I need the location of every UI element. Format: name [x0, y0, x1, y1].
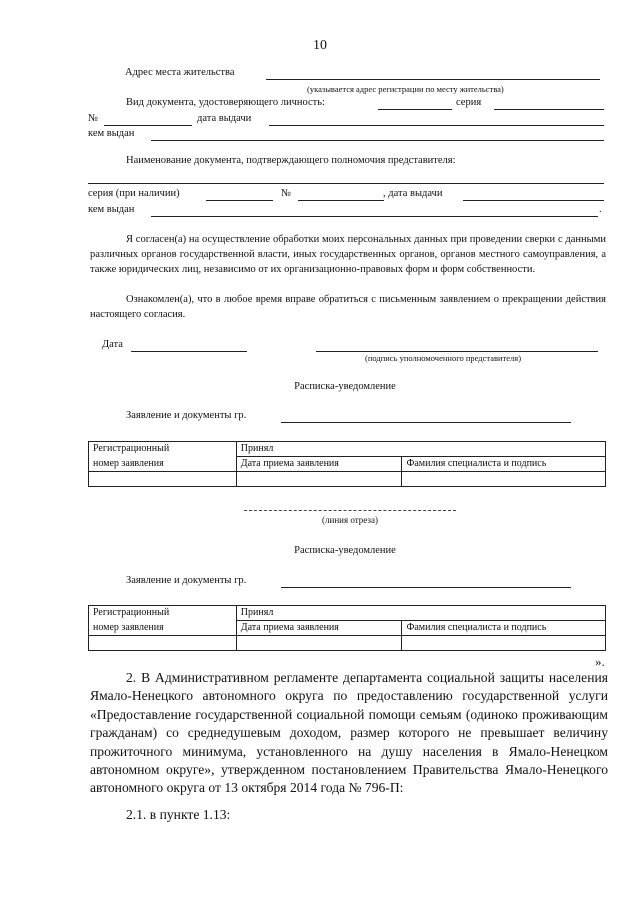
rep-series-label: серия (при наличии): [88, 188, 180, 199]
address-hint: (указывается адрес регистрации по месту жительства): [307, 84, 504, 94]
receipt-docs-label-top: Заявление и документы гр.: [126, 410, 247, 421]
id-number-line: [104, 125, 192, 126]
id-date-line: [269, 125, 604, 126]
date-label: Дата: [102, 339, 123, 350]
accepted-header: Принял: [236, 442, 605, 457]
specialist-cell: [402, 636, 606, 651]
id-number-label: №: [88, 113, 99, 124]
id-series-label: серия: [456, 97, 482, 108]
accepted-header: Принял: [236, 606, 605, 621]
date-received-header: Дата приема заявления: [236, 457, 402, 472]
closing-quote-mark: ».: [595, 654, 605, 669]
rep-end-mark: .: [599, 204, 602, 215]
receipt-docs-line-top: [281, 422, 571, 423]
rep-date-line: [463, 200, 604, 201]
amendment-item-2-1: 2.1. в пункте 1.13:: [126, 807, 231, 822]
address-line: [266, 79, 600, 80]
receipt-title-bottom: Расписка-уведомление: [294, 545, 396, 556]
id-issued-label: кем выдан: [88, 128, 135, 139]
amendment-item-2: 2. В Административном регламенте департамента социальной защиты населения Ямало-Ненецкого автономного округа по предоставлению государственной услуги «Предоставление государственной социальной помощи семьям (одиноко проживающим гражданам) со среднедушевым доходом, размер которого не превышает величину прожиточного минимума, установленного на душу населения в Ямало-Ненецком автономном округе», утвержденном постановлением Правительства Ямало-Ненецкого автономного округа от 13 октября 2014 года № 796-П:: [90, 670, 608, 796]
rep-date-label: , дата выдачи: [383, 188, 443, 199]
reg-number-cell: [89, 636, 237, 651]
acknowledgement-paragraph: Ознакомлен(а), что в любое время вправе обратиться с письменным заявлением о прекращении действия настоящего согласия.: [90, 294, 606, 320]
cut-line-label: (линия отреза): [322, 515, 378, 525]
reg-number-header-1: Регистрационный: [89, 606, 237, 621]
signature-hint: (подпись уполномоченного представителя): [365, 353, 522, 363]
receipt-docs-line-bottom: [281, 587, 571, 588]
id-issued-line: [151, 140, 604, 141]
reg-number-header-2: номер заявления: [89, 621, 237, 636]
receipt-title-top: Расписка-уведомление: [294, 381, 396, 392]
reg-number-header-1: Регистрационный: [89, 442, 237, 457]
signature-line: [316, 351, 598, 352]
reg-number-header-2: номер заявления: [89, 457, 237, 472]
date-received-cell: [236, 472, 402, 487]
date-received-cell: [236, 636, 402, 651]
receipt-table-bottom: [88, 605, 606, 651]
receipt-docs-label-bottom: Заявление и документы гр.: [126, 575, 247, 586]
rep-doc-line: [88, 183, 604, 184]
rep-number-line: [298, 200, 384, 201]
rep-issued-label: кем выдан: [88, 204, 135, 215]
rep-series-line: [206, 200, 273, 201]
reg-number-cell: [89, 472, 237, 487]
specialist-cell: [402, 472, 606, 487]
receipt-table-top: [88, 441, 606, 487]
page-number: 10: [313, 38, 327, 53]
rep-issued-line: [151, 216, 598, 217]
rep-number-label: №: [281, 188, 292, 199]
rep-doc-label: Наименование документа, подтверждающего полномочия представителя:: [126, 155, 456, 166]
specialist-header: Фамилия специалиста и подпись: [402, 457, 606, 472]
date-line: [131, 351, 247, 352]
id-doc-type-line: [378, 109, 452, 110]
id-date-label: дата выдачи: [197, 113, 252, 124]
consent-paragraph: Я согласен(а) на осуществление обработки моих персональных данных при проведении сверки с данными различных органов государственной власти, иных государственных органов, органов местного самоуправления, а также юридических лиц, независимо от их организационно-правовых форм и форм собственности.: [90, 234, 606, 275]
date-received-header: Дата приема заявления: [236, 621, 402, 636]
cut-line: [244, 510, 456, 511]
address-label: Адрес места жительства: [125, 67, 235, 78]
specialist-header: Фамилия специалиста и подпись: [402, 621, 606, 636]
id-series-line: [494, 109, 604, 110]
id-doc-label: Вид документа, удостоверяющего личность:: [126, 97, 325, 108]
